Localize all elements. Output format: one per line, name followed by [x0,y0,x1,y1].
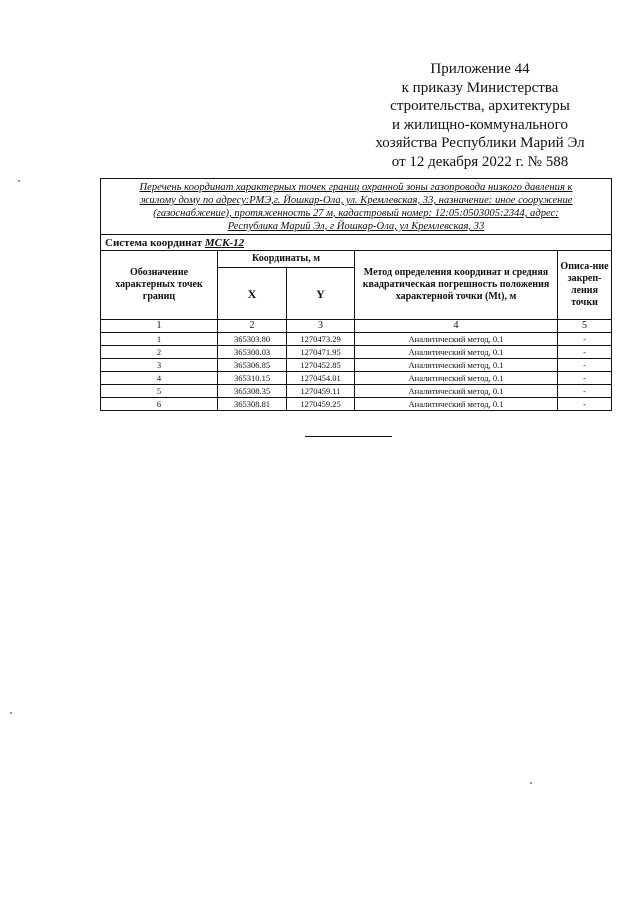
coordinates-table [100,178,612,411]
cell-x: 365308.81 [218,398,287,411]
cell-y: 1270452.85 [287,359,355,372]
header-method: Метод определения координат и средняя квадратическая погрешность положения характерной точки (Mt), м [355,251,558,320]
table-row [101,385,612,398]
caption-line: Перечень координат характерных точек границ охранной зоны газопровода низкого давления к [139,182,573,193]
column-numbers-row [101,320,612,333]
cell-method: Аналитический метод, 0.1 [355,359,558,372]
column-number: 4 [355,320,558,333]
cell-fix: - [558,333,612,346]
cell-y: 1270471.95 [287,346,355,359]
separator-line [305,436,392,437]
coordinate-system-value: МСК-12 [204,236,245,249]
table-row [101,372,612,385]
cell-point: 4 [101,372,218,385]
cell-x: 365303.80 [218,333,287,346]
appendix-line: к приказу Министерства [401,79,559,96]
cell-fix: - [558,385,612,398]
scan-speck [10,712,12,714]
appendix-line: хозяйства Республики Марий Эл [375,135,585,152]
cell-fix: - [558,398,612,411]
cell-point: 5 [101,385,218,398]
cell-y: 1270473.29 [287,333,355,346]
cell-point: 6 [101,398,218,411]
header-coords: Координаты, м [218,251,355,268]
cell-method: Аналитический метод, 0.1 [355,398,558,411]
cell-fix: - [558,346,612,359]
header-point: Обозначение характерных точек границ [101,251,218,320]
cell-point: 1 [101,333,218,346]
column-number: 5 [558,320,612,333]
cell-method: Аналитический метод, 0.1 [355,333,558,346]
cell-method: Аналитический метод, 0.1 [355,346,558,359]
column-number: 3 [287,320,355,333]
scan-speck [530,782,532,784]
cell-point: 3 [101,359,218,372]
cell-x: 365300.03 [218,346,287,359]
caption-line: (газоснабжение), протяженность 27 м, кадастровый номер: 12:05:0503005:2344, адрес: [153,208,559,219]
appendix-line: от 12 декабря 2022 г. № 588 [391,153,569,170]
table-caption [101,179,612,235]
appendix-line: и жилищно-коммунального [392,116,568,133]
appendix-line: Приложение 44 [430,61,530,77]
cell-x: 365310.15 [218,372,287,385]
appendix-header [330,60,630,172]
header-y: Y [287,268,355,320]
cell-fix: - [558,372,612,385]
header-x: X [218,268,287,320]
cell-y: 1270459.11 [287,385,355,398]
coordinate-system [101,235,612,251]
cell-y: 1270459.25 [287,398,355,411]
cell-point: 2 [101,346,218,359]
table-row [101,398,612,411]
table-row [101,346,612,359]
appendix-line: строительства, архитектуры [390,98,570,115]
header-fixing: Описа-ние закреп-ления точки [558,251,612,320]
caption-line: Республика Марий Эл, г Йошкар-Ола, ул Кремлевская, 33 [227,221,485,232]
column-number: 1 [101,320,218,333]
caption-line: жилому дому по адресу:РМЭ,г. Йошкар-Ола, ул. Кремлевская, 33, назначение: иное сооружение [139,195,573,206]
coordinate-system-label: Система координат [105,236,205,249]
column-number: 2 [218,320,287,333]
cell-fix: - [558,359,612,372]
table-row [101,333,612,346]
cell-method: Аналитический метод, 0.1 [355,385,558,398]
cell-x: 365308.35 [218,385,287,398]
table-row [101,359,612,372]
scan-speck [18,180,20,182]
cell-method: Аналитический метод, 0.1 [355,372,558,385]
cell-x: 365306.85 [218,359,287,372]
cell-y: 1270454.01 [287,372,355,385]
